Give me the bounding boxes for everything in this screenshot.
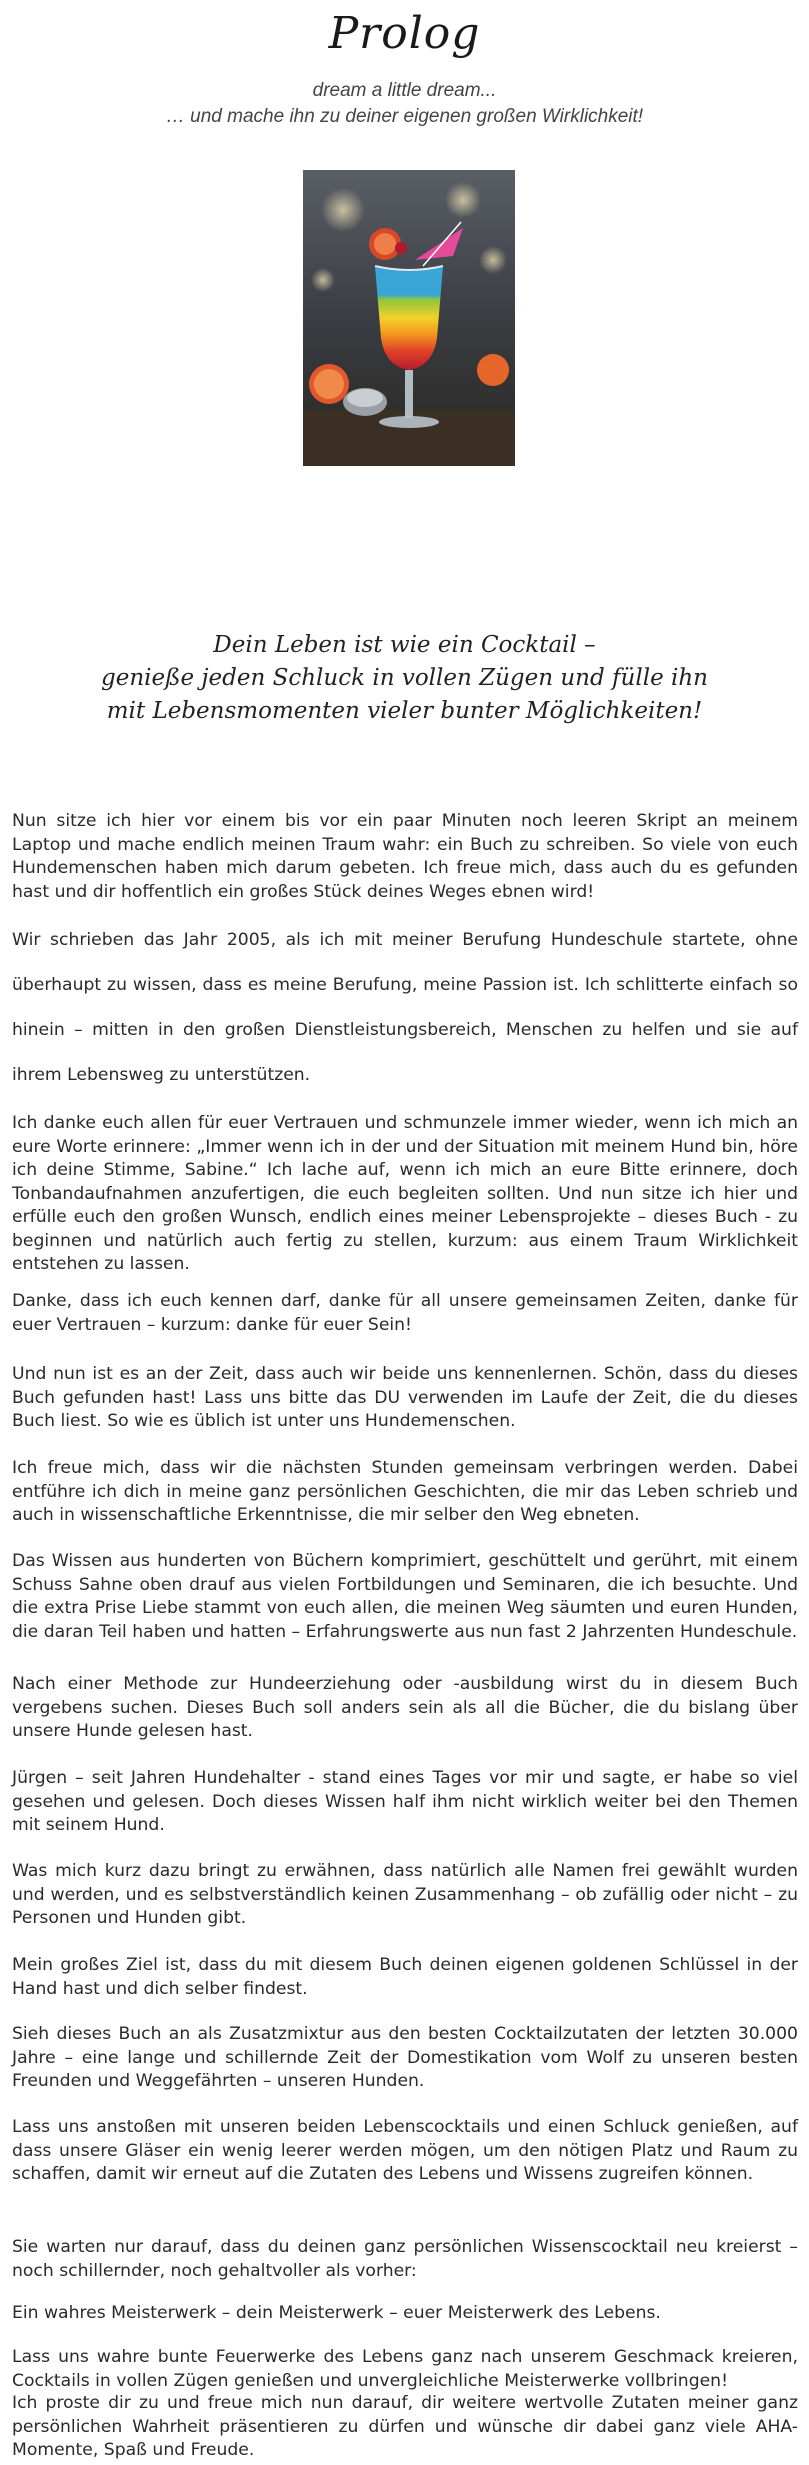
quote-line-2: genieße jeden Schluck in vollen Zügen und fülle ihn — [101, 665, 708, 691]
paragraph-4: Danke, dass ich euch kennen darf, danke für all unsere gemeinsamen Zeiten, danke für euer Vertrauen – kurzum: danke für euer Sein! — [12, 1291, 798, 1335]
quote-line-3: mit Lebensmomenten vieler bunter Möglichkeiten! — [106, 698, 703, 724]
cocktail-photo — [303, 170, 515, 466]
subtitle-line-2: … und mache ihn zu deiner eigenen großen Wirklichkeit! — [165, 106, 644, 127]
page-title: Prolog — [328, 8, 481, 59]
paragraph-6: Ich freue mich, dass wir die nächsten Stunden gemeinsam verbringen werden. Dabei entführe ich dich in meine ganz persönlichen Geschichten, die mir das Leben schrieb und auch in wissenschaftliche Erkenntnisse, die mir selber den Weg ebneten. — [12, 1458, 798, 1525]
paragraph-13: Lass uns anstoßen mit unseren beiden Lebenscocktails und einen Schluck genießen, auf dass unsere Gläser ein wenig leerer werden mögen, um den nötigen Platz und Raum zu schaffen, damit wir erneut auf die Zutaten des Lebens und Wissens zugreifen können. — [12, 2117, 798, 2184]
paragraph-12: Sieh dieses Buch an als Zusatzmixtur aus den besten Cocktailzutaten der letzten 30.000 Jahre – eine lange und schillernde Zeit der Domestikation vom Wolf zu unseren besten Freunden und Weggefährten – unseren Hunden. — [12, 2024, 798, 2091]
subtitle-line-1: dream a little dream... — [312, 80, 497, 101]
paragraph-7: Das Wissen aus hunderten von Büchern komprimiert, geschüttelt und gerührt, mit einem Schuss Sahne oben drauf aus vielen Fortbildungen und Seminaren, die ich besuchte. Und die extra Prise Liebe stammt von euch allen, die meinen Weg säumten und euren Hunden, die daran Teil haben und hatten – Erfahrungswerte aus nun fast 2 Jahrzenten Hundeschule. — [12, 1551, 798, 1642]
paragraph-8: Nach einer Methode zur Hundeerziehung oder -ausbildung wirst du in diesem Buch vergebens suchen. Dieses Buch soll anders sein als all die Bücher, die du bislang über unsere Hunde gelesen hast. — [12, 1674, 798, 1741]
paragraph-14: Sie warten nur darauf, dass du deinen ganz persönlichen Wissenscocktail neu kreierst – noch schillernder, noch gehaltvoller als vorher: — [12, 2237, 798, 2281]
paragraph-15: Ein wahres Meisterwerk – dein Meisterwerk – euer Meisterwerk des Lebens. — [12, 2303, 661, 2323]
paragraph-5: Und nun ist es an der Zeit, dass auch wir beide uns kennenlernen. Schön, dass du dieses Buch gefunden hast! Lass uns bitte das DU verwenden im Laufe der Zeit, die du dieses Buch liest. So wie es üblich ist unter uns Hundemenschen. — [12, 1364, 798, 1431]
paragraph-17: Ich proste dir zu und freue mich nun darauf, dir weitere wertvolle Zutaten meiner ganz persönlichen Wahrheit präsentieren zu dürfen und wünsche dir dabei ganz viele AHA-Momente, Spaß und Freude. — [12, 2393, 798, 2460]
quote-line-1: Dein Leben ist wie ein Cocktail – — [213, 632, 596, 658]
paragraph-9: Jürgen – seit Jahren Hundehalter - stand eines Tages vor mir und sagte, er habe so viel gesehen und gelesen. Doch dieses Wissen half ihm nicht wirklich weiter bei den Themen mit seinem Hund. — [12, 1768, 798, 1835]
paragraph-2: Wir schrieben das Jahr 2005, als ich mit meiner Berufung Hundeschule startete, ohne überhaupt zu wissen, dass es meine Berufung, meine Passion ist. Ich schlitterte einfach so hinein – mitten in den großen Dienstleistungsbereich, Menschen zu helfen und sie auf ihrem Lebensweg zu unterstützen. — [12, 930, 798, 1085]
paragraph-11: Mein großes Ziel ist, dass du mit diesem Buch deinen eigenen goldenen Schlüssel in der Hand hast und dich selber findest. — [12, 1955, 798, 1999]
paragraph-16: Lass uns wahre bunte Feuerwerke des Lebens ganz nach unserem Geschmack kreieren, Cocktails in vollen Zügen genießen und unvergleichliche Meisterwerke vollbringen! — [12, 2347, 798, 2391]
paragraph-10: Was mich kurz dazu bringt zu erwähnen, dass natürlich alle Namen frei gewählt wurden und werden, und es selbstverständlich keinen Zusammenhang – ob zufällig oder nicht – zu Personen und Hunden gibt. — [12, 1861, 798, 1928]
paragraph-1: Nun sitze ich hier vor einem bis vor ein paar Minuten noch leeren Skript an meinem Laptop und mache endlich meinen Traum wahr: ein Buch zu schreiben. So viele von euch Hundemenschen haben mich darum gebeten. Ich freue mich, dass auch du es gefunden hast und dir hoffentlich ein großes Stück deines Weges ebnen wird! — [12, 811, 798, 902]
paragraph-3: Ich danke euch allen für euer Vertrauen und schmunzele immer wieder, wenn ich mich an eure Worte erinnere: „Immer wenn ich in der und der Situation mit meinem Hund bin, höre ich deine Stimme, Sabine.“ Ich lache auf, wenn ich mich an eure Bitte erinnere, doch Tonbandaufnahmen anzufertigen, die euch begleiten sollten. Und nun sitze ich hier und erfülle euch den großen Wunsch, endlich eines meiner Lebensprojekte – dieses Buch - zu beginnen und natürlich auch fertig zu stellen, kurzum: aus einem Traum Wirklichkeit entstehen zu lassen. — [12, 1113, 798, 1274]
